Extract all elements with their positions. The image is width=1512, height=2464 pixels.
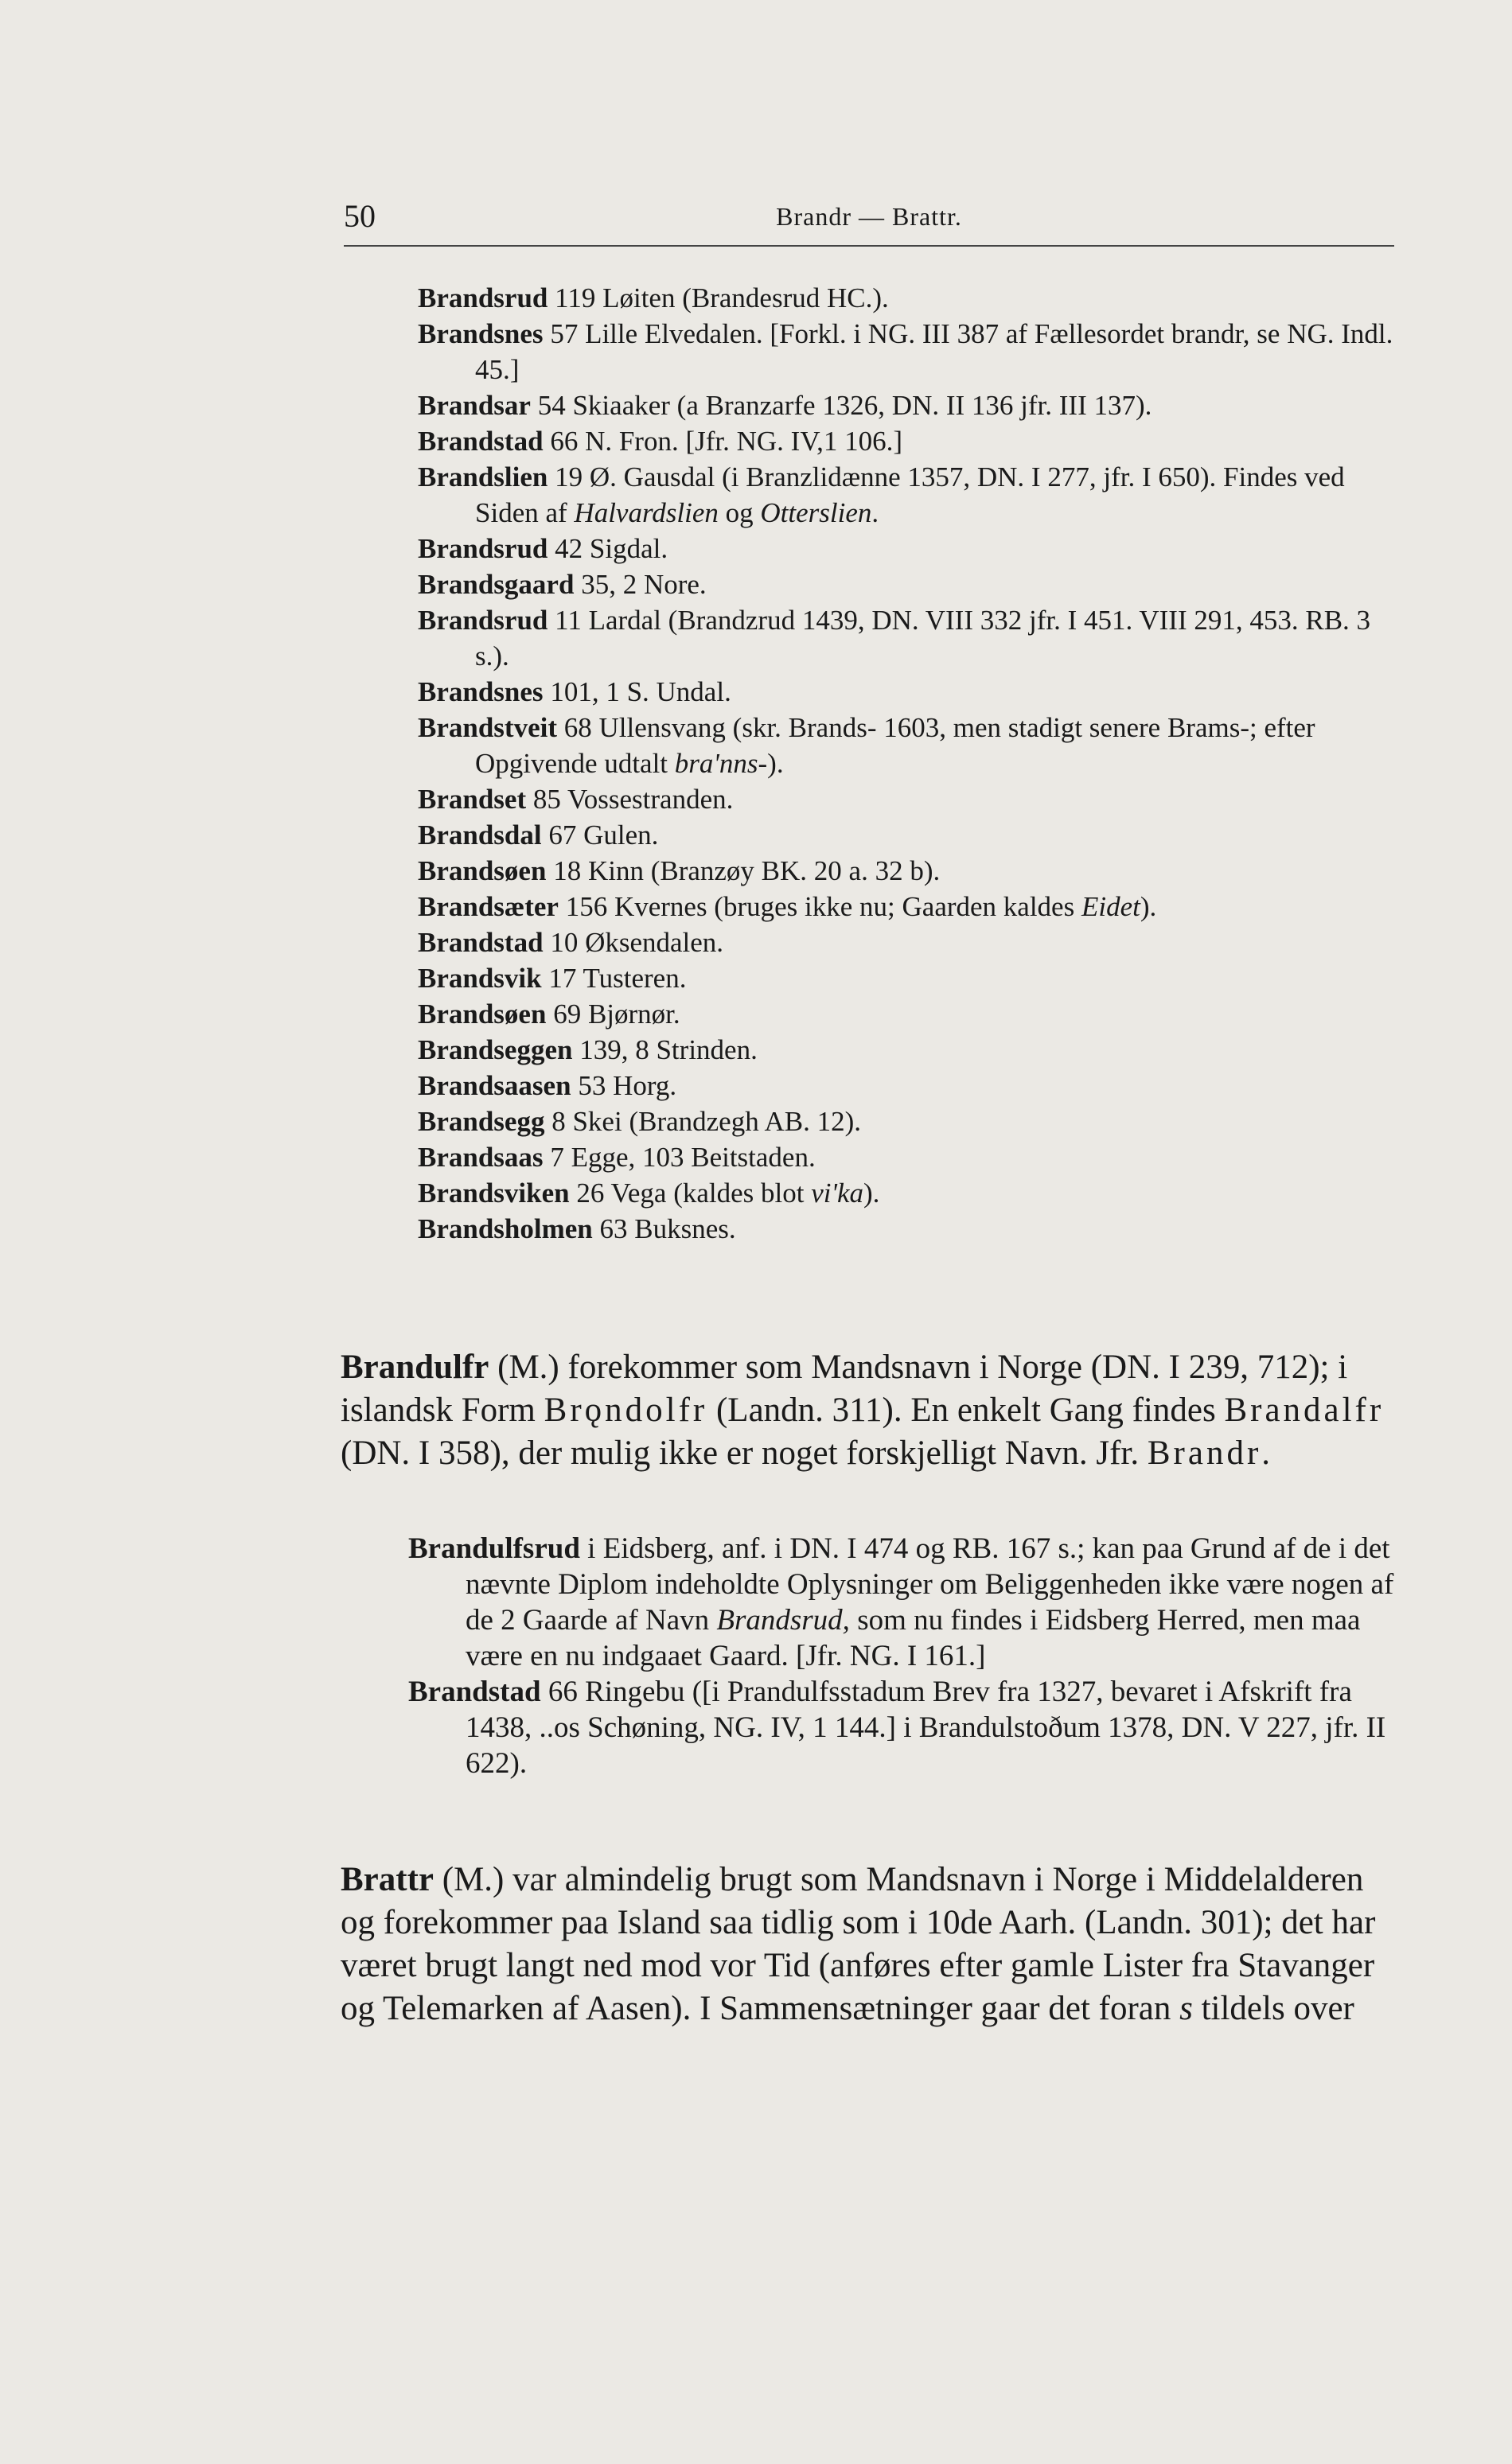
subentry: [418, 1104, 1401, 1139]
entry-text: 101, 1 S. Undal.: [543, 676, 731, 707]
headword: Brandsnes: [418, 676, 544, 707]
entry-text: 156 Kvernes (bruges ikke nu; Gaarden kaldes: [558, 891, 1081, 922]
entry-text: .: [871, 497, 879, 528]
entry-text: 18 Kinn (Branzøy BK. 20 a. 32 b).: [546, 855, 941, 886]
subentry: [418, 1068, 1401, 1104]
subentry: [418, 996, 1401, 1032]
entry-text: 53 Horg.: [571, 1070, 677, 1101]
entry-text: 57 Lille Elvedalen. [Forkl. i NG. III 387 af Fællesordet brandr, se NG. Indl. 45.]: [475, 318, 1393, 385]
headword: Brandset: [418, 784, 527, 815]
headword: Brandsøen: [418, 998, 547, 1030]
headword: Brandsvik: [418, 963, 542, 994]
entry-text: ).: [1140, 891, 1157, 922]
headword: Brandstad: [418, 426, 544, 457]
headword: Brandsdal: [418, 819, 542, 851]
headword: Brandulfsrud: [408, 1532, 580, 1565]
entry-text: Eidet: [1081, 891, 1140, 922]
headword: Brandsholmen: [418, 1213, 593, 1244]
headword: Brandsrud: [418, 605, 548, 636]
subentry: [418, 817, 1401, 853]
entry-text: 139, 8 Strinden.: [572, 1034, 758, 1065]
subentry: [418, 1211, 1401, 1247]
subentry: [418, 566, 1401, 602]
entry-text: 19 Ø. Gausdal (i Branzlidænne 1357, DN. I 277, jfr. I 650). Findes ved Siden af: [475, 461, 1345, 528]
entry-text: ).: [767, 748, 784, 779]
entry-text: 11 Lardal (Brandzrud 1439, DN. VIII 332 jfr. I 451. VIII 291, 453. RB. 3 s.).: [475, 605, 1371, 671]
entry-text: 119 Løiten (Brandesrud HC.).: [548, 282, 889, 313]
entry-text: 10 Øksendalen.: [543, 927, 724, 958]
entry-text: Otterslien: [760, 497, 872, 528]
entry-text: 69 Bjørnør.: [546, 998, 680, 1030]
entry-text: 67 Gulen.: [541, 819, 659, 851]
subentry: [418, 674, 1401, 710]
entry-text: 66 N. Fron. [Jfr. NG. IV,1 106.]: [543, 426, 902, 457]
entry-brandulfr: Brandulfr (M.) forekommer som Mandsnavn i Norge (DN. I 239, 712); i islandsk Form Brǫndolfr (Landn. 311). En enkelt Gang findes Brandalfr (DN. I 358), der mulig ikke er noget forskjelligt Navn. Jfr. Brandr.: [341, 1349, 1385, 1472]
subentry: [418, 602, 1401, 674]
entry-text: 54 Skiaaker (a Branzarfe 1326, DN. II 136 jfr. III 137).: [530, 390, 1152, 421]
headword: Brandstad: [408, 1676, 541, 1708]
headword: Brandsegg: [418, 1106, 545, 1137]
entry-brattr: Brattr (M.) var almindelig brugt som Mandsnavn i Norge i Middelalderen og forekommer paa Island saa tidlig som i 10de Aarh. (Landn. 301); det har været brugt langt ned mod vor Tid (anføres efter gamle Lister fra Stavanger og Telemarken af Aasen). I Sammensætninger gaar det foran s tildels over: [341, 1861, 1376, 2027]
subentry: [418, 1032, 1401, 1068]
headword: Brandsnes: [418, 318, 544, 349]
entry-text: 68 Ullensvang (skr. Brands- 1603, men stadigt senere Brams-; efter Opgivende udtalt: [475, 712, 1315, 779]
subentry: [418, 889, 1401, 924]
subentry: [418, 280, 1401, 316]
entry-text: 26 Vega (kaldes blot: [569, 1178, 812, 1209]
subentry: [418, 853, 1401, 889]
subentry: [418, 316, 1401, 387]
headword: Brandsrud: [418, 282, 548, 313]
entry-text: i Eidsberg, anf. i DN. I 474 og RB. 167 s.; kan paa Grund af de i det nævnte Diplom indeholdte Oplysninger om Beliggenheden ikke være nogen af de 2 Gaarde af Navn: [466, 1532, 1394, 1637]
headword: Brandseggen: [418, 1034, 573, 1065]
entry-text: ).: [863, 1178, 880, 1209]
subentry: [418, 1139, 1401, 1175]
entry-text: 66 Ringebu ([i Prandulfsstadum Brev fra 1327, bevaret i Afskrift fra 1438, ..os Schøning, NG. IV, 1 144.] i Brandulstoðum 1378, DN. V 227, jfr. II 622).: [466, 1676, 1386, 1780]
entry-text: 17 Tusteren.: [541, 963, 687, 994]
entry-text: 85 Vossestranden.: [526, 784, 734, 815]
subentry: [418, 387, 1401, 423]
entry-text: Brandsrud,: [716, 1604, 850, 1637]
subentry: [408, 1674, 1395, 1781]
headword: Brandsaas: [418, 1142, 544, 1173]
entry-text: vi'ka: [811, 1178, 864, 1209]
subentry: [418, 531, 1401, 566]
entry-text: som nu findes i Eidsberg Herred, men maa være en nu indgaaet Gaard. [Jfr. NG. I 161.]: [466, 1604, 1361, 1672]
subentry: [418, 459, 1401, 531]
page-header: [344, 197, 1394, 247]
entry-text: 63 Buksnes.: [592, 1213, 736, 1244]
running-title: Brandr — Brattr.: [776, 202, 962, 231]
headword: Brandsæter: [418, 891, 559, 922]
headword: Brandulfr: [341, 1349, 489, 1386]
subentry-list-b: [408, 1531, 1395, 1781]
page-number: 50: [344, 198, 376, 234]
headword: Brandsar: [418, 390, 531, 421]
subentry: [408, 1531, 1395, 1674]
subentry: [418, 924, 1401, 960]
headword: Brandsrud: [418, 533, 548, 564]
headword: Brandstad: [418, 927, 544, 958]
headword: Brandstveit: [418, 712, 557, 743]
entry-text: 42 Sigdal.: [548, 533, 668, 564]
entry-text: og: [718, 497, 761, 528]
headword: Brandsøen: [418, 855, 547, 886]
entry-text: 8 Skei (Brandzegh AB. 12).: [544, 1106, 862, 1137]
subentry: [418, 781, 1401, 817]
entry-text: bra'nns-: [674, 748, 768, 779]
headword: Brandsviken: [418, 1178, 570, 1209]
entry-text: 35, 2 Nore.: [574, 569, 707, 600]
headword: Brattr: [341, 1861, 434, 1898]
entry-text: Halvardslien: [574, 497, 719, 528]
subentry: [418, 710, 1401, 781]
headword: Brandsgaard: [418, 569, 575, 600]
subentry: [418, 1175, 1401, 1211]
headword: Brandsaasen: [418, 1070, 571, 1101]
entry-text: 7 Egge, 103 Beitstaden.: [543, 1142, 816, 1173]
subentry: [418, 423, 1401, 459]
subentry: [418, 960, 1401, 996]
subentry-list-a: [418, 280, 1401, 1247]
headword: Brandslien: [418, 461, 548, 492]
